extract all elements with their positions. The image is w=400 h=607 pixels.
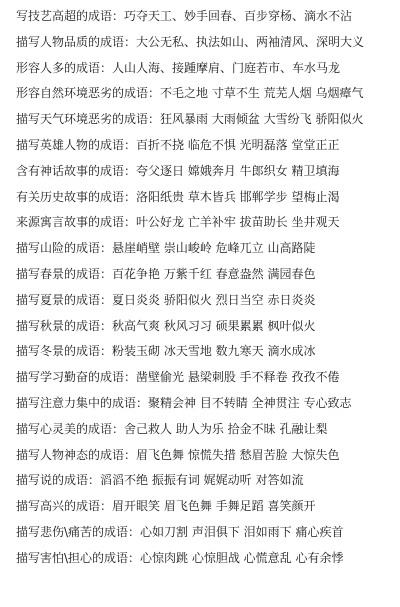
idiom-line <box>16 236 400 262</box>
idiom-line <box>16 56 400 82</box>
idiom-line <box>16 133 400 159</box>
idiom-line <box>16 546 400 572</box>
line-idioms: 心如刀割 声泪俱下 泪如雨下 痛心疾首 <box>140 524 344 539</box>
idiom-line <box>16 468 400 494</box>
line-idioms: 百花争艳 万紫千红 春意盎然 满园春色 <box>112 266 316 281</box>
idiom-line <box>16 262 400 288</box>
line-idioms: 百折不挠 临危不惧 光明磊落 堂堂正正 <box>136 137 340 152</box>
line-label: 描写心灵美的成语： <box>16 421 125 436</box>
line-idioms: 洛阳纸贵 草木皆兵 邯郸学步 望梅止渴 <box>136 189 340 204</box>
idiom-line <box>16 339 400 365</box>
line-idioms: 人山人海、接踵摩肩、门庭若市、车水马龙 <box>112 60 341 75</box>
idiom-line <box>16 494 400 520</box>
line-label: 描写害怕\担心的成语： <box>16 550 141 565</box>
idiom-line <box>16 159 400 185</box>
line-label: 描写注意力集中的成语： <box>16 395 149 410</box>
line-idioms: 不毛之地 寸草不生 荒芜人烟 乌烟瘴气 <box>160 86 364 101</box>
line-label: 含有神话故事的成语： <box>16 163 137 178</box>
idiom-line <box>16 288 400 314</box>
idiom-line <box>16 30 400 56</box>
line-idioms: 眉开眼笑 眉飞色舞 手舞足蹈 喜笑颜开 <box>112 499 316 514</box>
idiom-line <box>16 185 400 211</box>
line-idioms: 秋高气爽 秋风习习 硕果累累 枫叶似火 <box>112 318 316 333</box>
idiom-line <box>16 4 400 30</box>
line-label: 描写英雄人物的成语： <box>16 137 137 152</box>
line-label: 形容自然环境恶劣的成语： <box>16 86 161 101</box>
line-idioms: 夸父逐日 嫦娥奔月 牛郎织女 精卫填海 <box>136 163 340 178</box>
line-idioms: 凿壁偷光 悬梁刺股 手不释卷 孜孜不倦 <box>136 370 340 385</box>
line-label: 描写天气环境恶劣的成语： <box>16 112 161 127</box>
line-idioms: 粉装玉砌 冰天雪地 数九寒天 滴水成冰 <box>112 344 316 359</box>
line-label: 描写夏景的成语： <box>16 292 113 307</box>
idiom-line <box>16 107 400 133</box>
line-idioms: 巧夺天工、妙手回春、百步穿杨、滴水不沾 <box>124 9 353 23</box>
line-label: 写技艺高超的成语： <box>16 9 125 23</box>
line-label: 描写人物品质的成语： <box>16 34 137 49</box>
idiom-line <box>16 391 400 417</box>
line-label: 描写春景的成语： <box>16 266 113 281</box>
line-idioms: 夏日炎炎 骄阳似火 烈日当空 赤日炎炎 <box>112 292 316 307</box>
line-label: 描写山险的成语： <box>16 241 113 256</box>
line-idioms: 叶公好龙 亡羊补牢 拔苗助长 坐井观天 <box>136 215 340 230</box>
line-label: 有关历史故事的成语： <box>16 189 137 204</box>
line-idioms: 舍己救人 助人为乐 拾金不昧 孔融让梨 <box>124 421 328 436</box>
line-label: 描写冬景的成语： <box>16 344 113 359</box>
line-idioms: 悬崖峭壁 崇山峻岭 危峰兀立 山高路陡 <box>112 241 316 256</box>
line-idioms: 大公无私、执法如山、两袖清风、深明大义 <box>136 34 365 49</box>
line-label: 描写高兴的成语： <box>16 499 113 514</box>
line-label: 描写秋景的成语： <box>16 318 113 333</box>
line-label: 描写说的成语： <box>16 473 101 488</box>
idiom-line <box>16 520 400 546</box>
line-idioms: 心惊肉跳 心惊胆战 心慌意乱 心有余悸 <box>140 550 344 565</box>
idiom-line <box>16 314 400 340</box>
line-idioms: 滔滔不绝 振振有词 娓娓动听 对答如流 <box>100 473 304 488</box>
line-label: 形容人多的成语： <box>16 60 113 75</box>
line-idioms: 狂风暴雨 大雨倾盆 大雪纷飞 骄阳似火 <box>160 112 364 127</box>
idiom-line <box>16 365 400 391</box>
line-label: 描写人物神态的成语： <box>16 447 137 462</box>
idiom-line <box>16 417 400 443</box>
idiom-line <box>16 81 400 107</box>
idiom-line <box>16 443 400 469</box>
line-label: 来源寓言故事的成语： <box>16 215 137 230</box>
line-idioms: 眉飞色舞 惊慌失措 愁眉苦脸 大惊失色 <box>136 447 340 462</box>
idiom-line <box>16 210 400 236</box>
line-label: 描写悲伤\痛苦的成语： <box>16 524 141 539</box>
line-label: 描写学习勤奋的成语： <box>16 370 137 385</box>
line-idioms: 聚精会神 目不转睛 全神贯注 专心致志 <box>148 395 352 410</box>
